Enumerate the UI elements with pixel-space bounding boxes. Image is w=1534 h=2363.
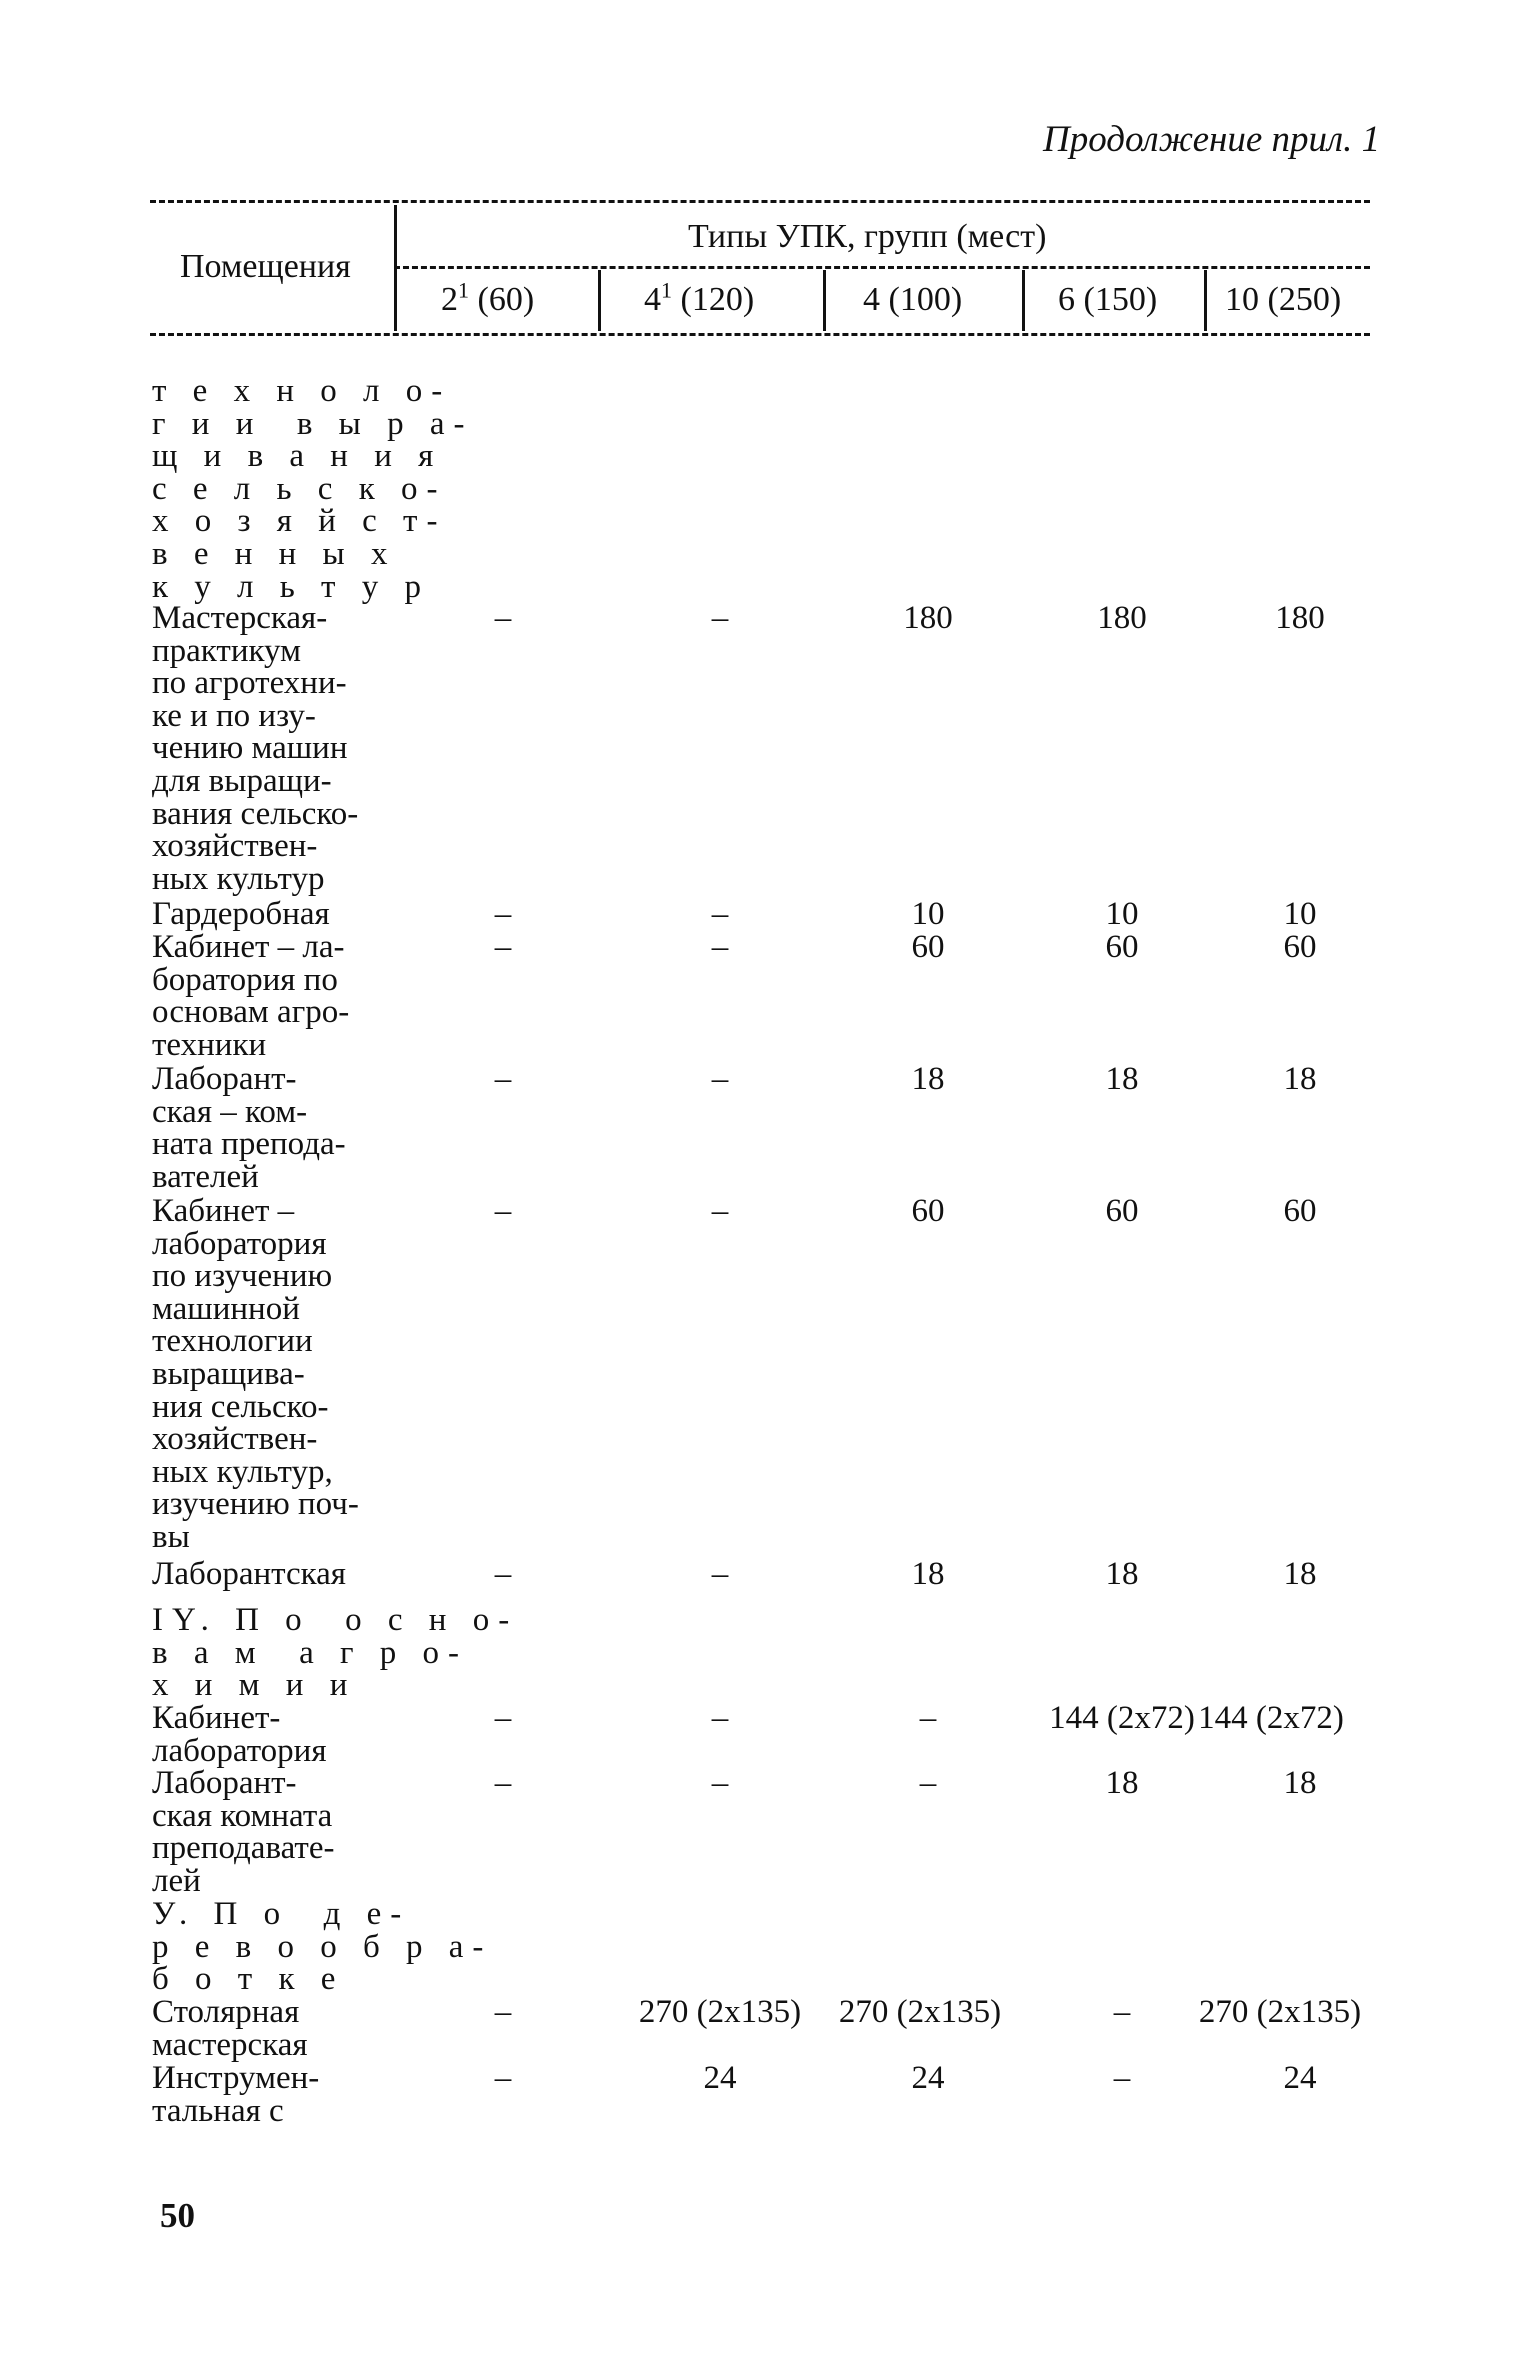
column-header-rest: (60) xyxy=(469,281,535,318)
cell-value: – xyxy=(711,1556,729,1592)
cell-value: 18 xyxy=(911,1061,945,1097)
cell-value: 18 xyxy=(1283,1556,1317,1592)
cell-value: 180 xyxy=(903,600,953,636)
column-header-base: 6 (150) xyxy=(1058,281,1158,318)
cell-value: 180 xyxy=(1275,600,1325,636)
cell-value: – xyxy=(494,1556,512,1592)
header-mid-rule xyxy=(394,266,1370,269)
cell-value: – xyxy=(494,600,512,636)
column-header xyxy=(644,277,755,319)
section-heading: IY. П о о с н о- в а м а г р о- х и м и и xyxy=(152,1602,519,1704)
types-header: Типы УПК, групп (мест) xyxy=(688,218,1047,255)
cell-value: – xyxy=(494,1700,512,1736)
row-label: Кабинет- лаборатория xyxy=(152,1700,327,1769)
cell-value: 144 (2х72) xyxy=(1198,1700,1344,1736)
cell-value: 18 xyxy=(1283,1061,1317,1097)
column-header-base: 4 (100) xyxy=(863,281,963,318)
cell-value: 60 xyxy=(1105,1193,1139,1229)
cell-value: 270 (2х135) xyxy=(838,1994,1002,2030)
cell-value: 24 xyxy=(1283,2060,1317,2096)
cell-value: 270 (2х135) xyxy=(1198,1994,1362,2030)
cell-value: 60 xyxy=(1283,929,1317,965)
column-header-base: 2 xyxy=(441,281,458,318)
cell-value: – xyxy=(711,1061,729,1097)
cell-value: 18 xyxy=(1105,1765,1139,1801)
cell-value: – xyxy=(494,1061,512,1097)
cell-value: 18 xyxy=(911,1556,945,1592)
column-header-sup: 1 xyxy=(458,277,469,303)
cell-value: – xyxy=(494,1193,512,1229)
cell-value: – xyxy=(711,1193,729,1229)
cell-value: – xyxy=(919,1700,937,1736)
cell-value: 60 xyxy=(1105,929,1139,965)
column-header xyxy=(863,281,962,319)
row-label: Лаборант- ская – ком- ната препода- вателей xyxy=(152,1061,346,1195)
cell-value: – xyxy=(1113,1994,1131,2030)
cell-value: – xyxy=(711,896,729,932)
cell-value: – xyxy=(1113,2060,1131,2096)
cell-value: – xyxy=(711,929,729,965)
cell-value: – xyxy=(919,1765,937,1801)
header-divider xyxy=(1204,270,1207,331)
row-label: Гардеробная xyxy=(152,896,330,932)
cell-value: 180 xyxy=(1097,600,1147,636)
cell-value: 18 xyxy=(1283,1765,1317,1801)
page-number: 50 xyxy=(160,2196,195,2235)
cell-value: – xyxy=(494,1994,512,2030)
cell-value: – xyxy=(711,1700,729,1736)
cell-value: 60 xyxy=(911,1193,945,1229)
continuation-note: Продолжение прил. 1 xyxy=(1043,119,1381,160)
cell-value: 24 xyxy=(911,2060,945,2096)
cell-value: 10 xyxy=(911,896,945,932)
cell-value: – xyxy=(711,1765,729,1801)
header-divider xyxy=(394,205,397,331)
cell-value: – xyxy=(494,1765,512,1801)
column-header-sup: 1 xyxy=(661,277,672,303)
cell-value: 10 xyxy=(1105,896,1139,932)
row-label: Столярная мастерская xyxy=(152,1994,308,2063)
section-heading: У. П о д е- р е в о о б р а- б о т к е xyxy=(152,1896,493,1998)
column-header-rest: (120) xyxy=(672,281,755,318)
column-header-base: 10 (250) xyxy=(1225,281,1342,318)
cell-value: – xyxy=(494,2060,512,2096)
header-bottom-rule xyxy=(150,333,1370,336)
cell-value: – xyxy=(494,929,512,965)
header-divider xyxy=(1022,270,1025,331)
cell-value: 144 (2х72) xyxy=(1049,1700,1195,1736)
table-top-rule xyxy=(150,200,1370,203)
cell-value: 18 xyxy=(1105,1556,1139,1592)
header-divider xyxy=(823,270,826,331)
cell-value: – xyxy=(494,896,512,932)
rooms-header: Помещения xyxy=(180,248,351,285)
column-header xyxy=(1225,281,1341,319)
cell-value: 10 xyxy=(1283,896,1317,932)
row-label: Кабинет – лаборатория по изучению машинной технологии выращива- ния сельско- хозяйствен- ных культур, изучению поч- вы xyxy=(152,1193,359,1555)
row-label: Кабинет – ла- боратория по основам агро- техники xyxy=(152,929,350,1063)
column-header xyxy=(1058,281,1157,319)
row-label: Мастерская- практикум по агротехни- ке и по изу- чению машин для выращи- вания сельско- хозяйствен- ных культур xyxy=(152,600,359,897)
cell-value: – xyxy=(711,600,729,636)
cell-value: 60 xyxy=(911,929,945,965)
cell-value: 24 xyxy=(703,2060,737,2096)
cell-value: 18 xyxy=(1105,1061,1139,1097)
section-heading: т е х н о л о- г и и в ы р а- щ и в а н и я с е л ь с к о- х о з я й с т- в е н н ы х к у л ь т у р xyxy=(152,373,474,605)
row-label: Лаборант- ская комната преподавате- лей xyxy=(152,1765,335,1899)
cell-value: 60 xyxy=(1283,1193,1317,1229)
cell-value: 270 (2х135) xyxy=(638,1994,802,2030)
header-divider xyxy=(598,270,601,331)
column-header xyxy=(441,277,535,319)
row-label: Лаборантская xyxy=(152,1556,346,1592)
column-header-base: 4 xyxy=(644,281,661,318)
row-label: Инструмен- тальная с xyxy=(152,2060,320,2129)
